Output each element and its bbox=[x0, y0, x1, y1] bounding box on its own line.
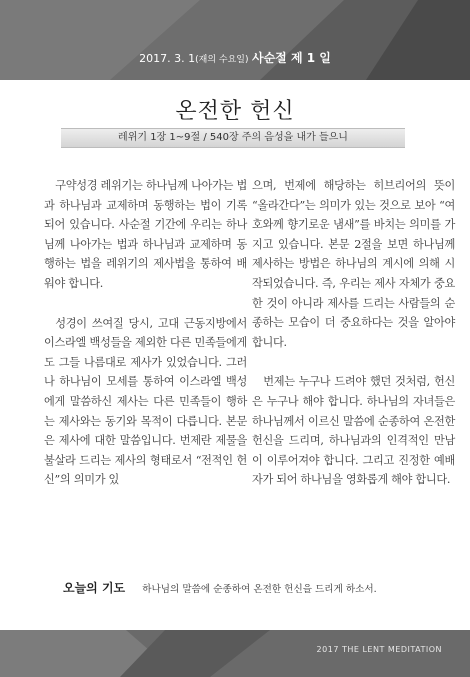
lent-day-label: 사순절 제 1 일 bbox=[252, 51, 331, 65]
prayer-text: 하나님의 말씀에 순종하여 온전한 헌신을 드리게 하소서. bbox=[142, 584, 377, 595]
body-column-right bbox=[252, 176, 455, 490]
date-line bbox=[0, 49, 470, 66]
body-column-left bbox=[44, 176, 247, 490]
footer-band bbox=[0, 630, 470, 677]
header-band bbox=[0, 0, 470, 80]
footer-shade-center bbox=[120, 630, 270, 677]
date-text: 2017. 3. 1 bbox=[139, 52, 196, 65]
paragraph: 성경이 쓰여질 당시, 고대 근동지방에서 이스라엘 백성들을 제외한 다른 민족들에게도 그들 나름대로 제사가 있었습니다. 그러나 하나님이 모세를 통하여 이스라엘 백성에게 말씀하신 제사는 다른 민족들이 행하는 제사와는 동기와 목적이 다릅니다. 본문은 제사에 대한 말씀입니다. 번제란 제물을 불살라 드리는 제사의 형태로서 “전적인 헌신”의 의미가 있 bbox=[44, 316, 247, 487]
scripture-reference: 레위기 1장 1~9절 / 540장 주의 음성을 내가 들으니 bbox=[61, 128, 405, 148]
content-card bbox=[10, 80, 460, 630]
paragraph: 번제는 누구나 드려야 했던 것처럼, 헌신은 누구나 해야 합니다. 하나님의 자녀들은 하나님께서 이르신 말씀에 순종하여 온전한 헌신을 드리며, 하나님과의 인격적인 만남이 이루어져야 합니다. 그리고 진정한 예배자가 되어 하나님을 영화롭게 해야 합니다. bbox=[252, 375, 455, 487]
daily-prayer bbox=[63, 577, 443, 596]
weekday-text: (재의 수요일) bbox=[195, 55, 249, 65]
paragraph-continued: 으며, 번제에 해당하는 히브리어의 뜻이 “올라간다”는 의미가 있는 것으로 보아 “여호와께 향기로운 냄새”를 바치는 의미를 가지고 있습니다. 본문 2절을 보면 하나님께 제사하는 방법은 하나님의 계시에 의해 시작되었습니다. 즉, 우리는 제사 자체가 중요한 것이 아니라 제사를 드리는 사람들의 순종하는 모습이 더 중요하다는 것을 알아야 합니다. bbox=[252, 179, 455, 349]
prayer-label: 오늘의 기도 bbox=[63, 581, 126, 595]
footer-title: 2017 THE LENT MEDITATION bbox=[316, 645, 442, 654]
header-shade-left bbox=[0, 0, 200, 80]
paragraph: 구약성경 레위기는 하나님께 나아가는 법과 하나님과 교제하며 동행하는 법이 기록되어 있습니다. 사순절 기간에 우리는 하나님께 나아가는 법과 하나님과 교제하며 동행하는 법을 레위기의 제사법을 통하여 배워야 합니다. bbox=[44, 179, 247, 290]
page-title: 온전한 헌신 bbox=[175, 99, 295, 124]
